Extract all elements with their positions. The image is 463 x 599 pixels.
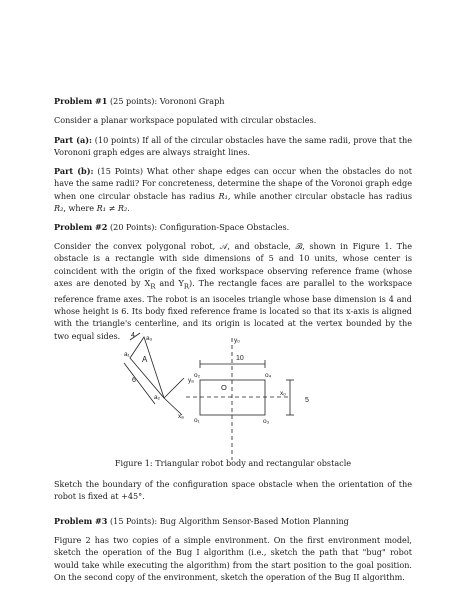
problem-3-title: Problem #3 <box>54 516 108 526</box>
label-origin-O: O <box>221 383 227 392</box>
problem-2-subtitle: (20 Points): Configuration-Space Obstacles. <box>107 222 290 232</box>
problem-1-intro: Consider a planar workspace populated with circular obstacles. <box>54 115 317 125</box>
radius-condition: R₁ ≠ R₂ <box>96 202 128 213</box>
label-o3: o₃ <box>263 418 270 425</box>
p2-text-1: Consider the convex polygonal robot, 𝒜, and obstacle, ℬ, shown in Figure 1. The obstacle is a rectangle with side dimensions of 5 and 10 units, whose center is coincident with the origin of the fixed workspace observing reference frame (whose axes are denoted by X <box>54 241 412 288</box>
label-len-6: 6 <box>132 377 136 384</box>
problem-3-heading <box>54 515 412 527</box>
label-o4: o₄ <box>265 372 272 379</box>
problem-1-part-a <box>54 134 412 159</box>
part-b-text-2: , while another circular obstacle has radius <box>227 190 412 201</box>
part-a-text: (10 points) If all of the circular obstacles have the same radii, prove that the Vorononi graph edges are always straight lines. <box>54 135 412 158</box>
p2-sub-1: R <box>150 282 156 291</box>
p2-sub-2: R <box>183 282 189 291</box>
problem-1-part-b <box>54 165 412 214</box>
problem-2-question: Sketch the boundary of the configuration space obstacle when the orientation of the robot is fixed at +45°. <box>54 479 412 502</box>
problem-1-heading <box>54 95 412 107</box>
problem-3-subtitle: (15 Points): Bug Algorithm Sensor-Based Motion Planning <box>107 516 349 526</box>
label-len-5: 5 <box>305 397 309 404</box>
label-len-4: 4 <box>131 332 135 339</box>
problem-2-paragraph <box>54 240 412 342</box>
problem-3-paragraph: Figure 2 has two copies of a simple environment. On the first environment model, sketch the operation of the Bug I algorithm (i.e., sketch the path that "bug" robot would take while executing the algorithm) from the start position to the goal position. On the second copy of the environment, sketch the operation of the Bug II algorithm. <box>54 535 412 582</box>
robot-x-axis <box>164 378 184 398</box>
label-robot-A: A <box>142 355 148 364</box>
label-a2: a₂ <box>154 394 161 401</box>
figure-1-caption: Figure 1: Triangular robot body and rectangular obstacle <box>114 458 352 468</box>
label-ya: yₐ <box>188 377 194 384</box>
problem-2-heading <box>54 221 412 233</box>
part-b-end: . <box>127 202 130 213</box>
label-yo: yₒ <box>234 337 240 344</box>
label-xo: xₒ <box>280 390 286 397</box>
part-b-label: Part (b): <box>54 166 94 176</box>
obstacle-rect <box>200 380 265 415</box>
p2-text-2: and Y <box>155 277 184 288</box>
robot-triangle <box>130 337 164 398</box>
problem-1-subtitle: (25 points): Vorononi Graph <box>107 96 225 106</box>
part-b-text-3: , where <box>63 202 97 213</box>
p2-text-3: ). The rectangle faces are parallel to the workspace reference frame axes. The robot is an isoceles triangle whose base dimension is 4 and whose height is 6. Its body fixed reference frame is located so that its x-axis is aligned with the triangle's centerline, and its origin is located at the vertex bounded by the two equal sides. <box>54 277 412 341</box>
label-a3: a₃ <box>146 335 153 342</box>
label-o1: o₁ <box>194 417 200 424</box>
label-len-10: 10 <box>236 355 244 362</box>
radius-r2: R₂ <box>54 202 64 213</box>
figure-1-drawing <box>54 332 412 462</box>
label-a1: a₁ <box>124 351 130 358</box>
problem-1-title: Problem #1 <box>54 96 108 106</box>
radius-r1: R₁ <box>218 190 228 201</box>
label-xa: xₐ <box>178 413 184 420</box>
label-o2: o₂ <box>194 372 201 379</box>
figure-1 <box>54 332 412 462</box>
part-b-text-1: (15 Points) What other shape edges can occur when the obstacles do not have the same radii? For concreteness, determine the shape of the Voronoi graph edge when one circular obstacle has radius <box>54 166 412 201</box>
problem-2-title: Problem #2 <box>54 222 108 232</box>
part-a-label: Part (a): <box>54 135 93 145</box>
